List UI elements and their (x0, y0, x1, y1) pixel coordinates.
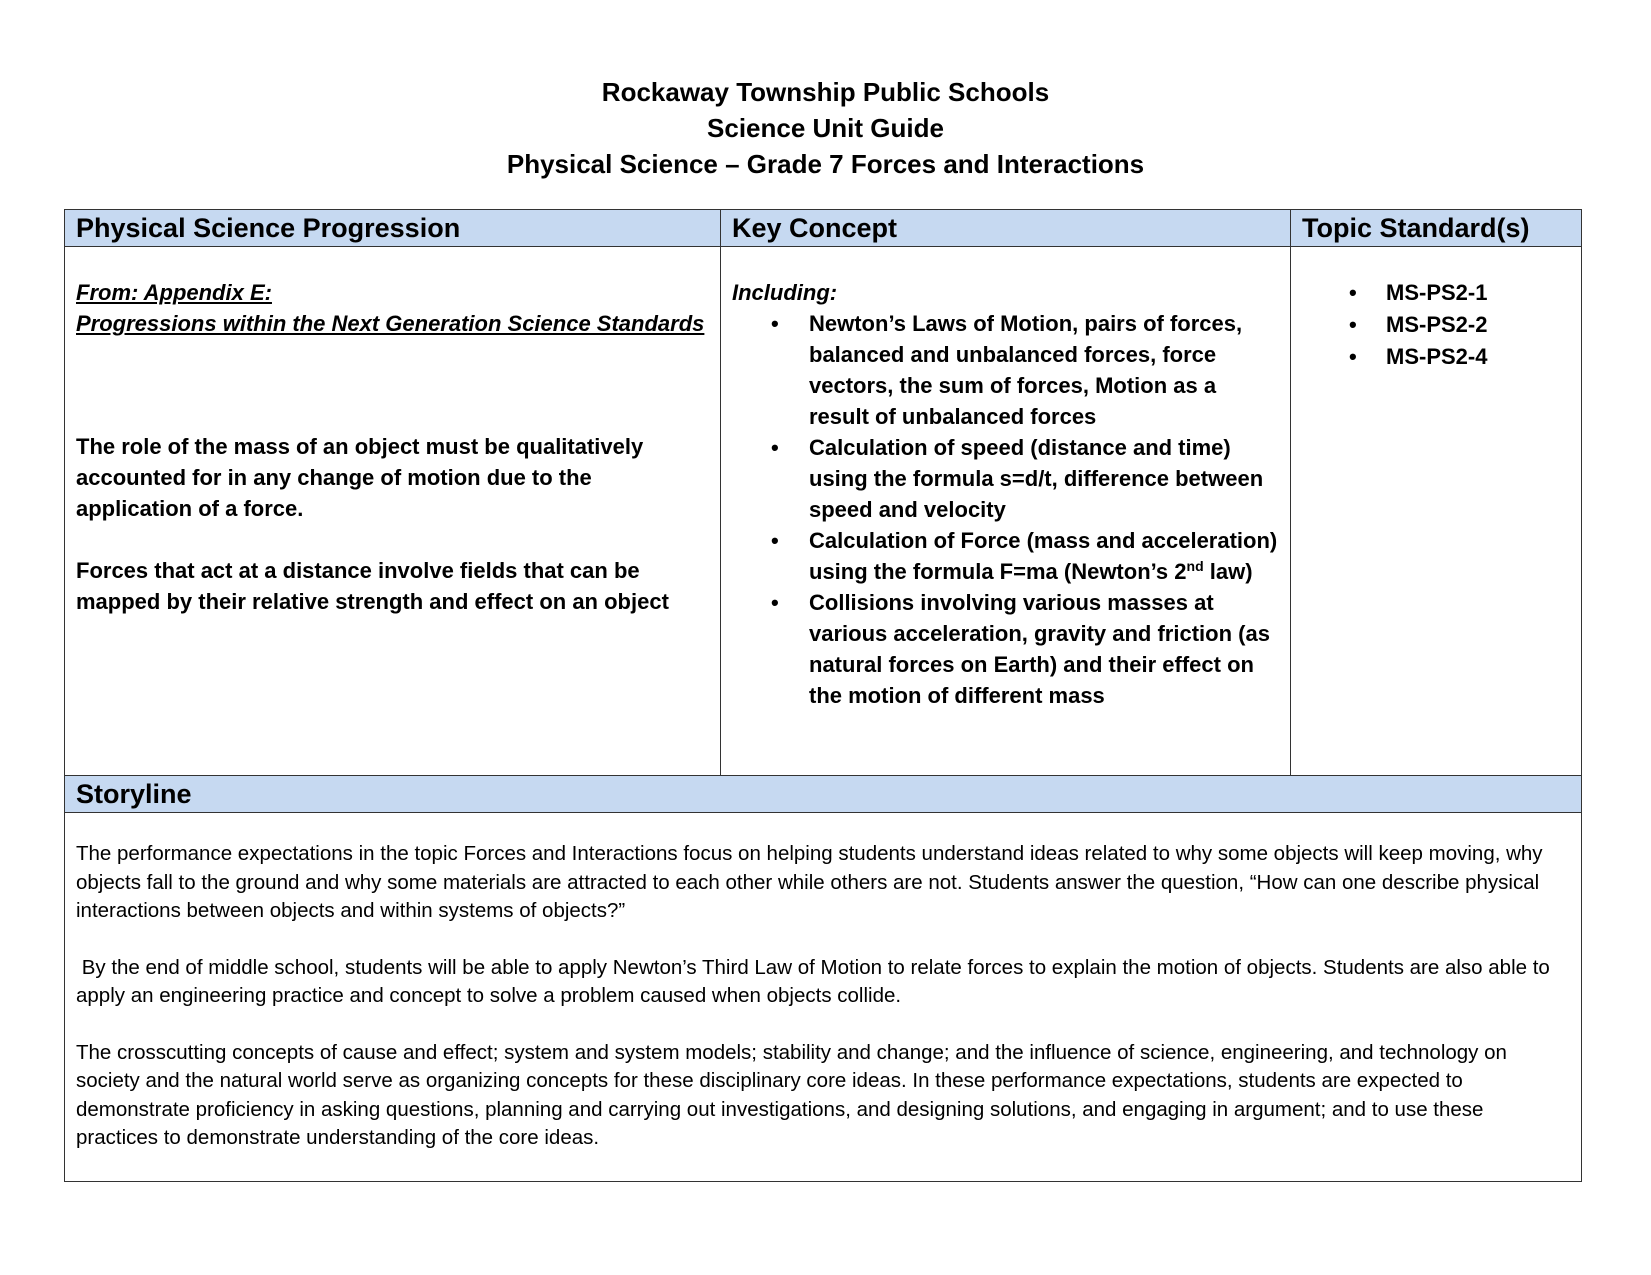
storyline-paragraph: The performance expectations in the topic Forces and Interactions focus on helping students understand ideas related to why some objects will keep moving, why objects fall to the ground and why some materials are attracted to each other while others are not. Students answer the question, “How can one describe physical interactions between objects and within systems of objects?” (76, 842, 1543, 922)
standards-list (1299, 277, 1573, 373)
standard-item: • MS-PS2-1 (1386, 277, 1573, 309)
standard-item: • MS-PS2-2 (1386, 309, 1573, 341)
list-item-text: Calculation of Force (mass and acceleration) using the formula F=ma (Newton’s 2 (809, 528, 1278, 584)
content-row (65, 247, 1582, 776)
superscript: nd (1186, 558, 1204, 574)
topic-standards-header: Topic Standard(s) (1291, 210, 1582, 247)
document-header (0, 74, 1651, 182)
storyline-header-row (65, 776, 1582, 813)
unit-title: Physical Science – Grade 7 Forces and Interactions (506, 149, 1145, 179)
progression-paragraph: The role of the mass of an object must be qualitatively accounted for in any change of motion due to the application of a force. (76, 434, 644, 521)
guide-title: Science Unit Guide (707, 113, 944, 143)
list-item: • Newton’s Laws of Motion, pairs of forces, balanced and unbalanced forces, force vectors, the sum of forces, Motion as a result of unbalanced forces (809, 308, 1282, 432)
key-concept-list (732, 308, 1282, 711)
including-label: Including: (732, 280, 838, 305)
appendix-reference: From: Appendix E: (76, 280, 272, 305)
list-item: • Calculation of speed (distance and time) using the formula s=d/t, difference between speed and velocity (809, 432, 1282, 525)
storyline-header: Storyline (65, 776, 1582, 813)
header-row (65, 210, 1582, 247)
list-item-tail: law) (1203, 559, 1253, 584)
unit-guide-table (64, 209, 1582, 1182)
progression-cell (65, 247, 721, 776)
progression-header: Physical Science Progression (65, 210, 721, 247)
topic-standards-cell (1291, 247, 1582, 776)
storyline-paragraph: By the end of middle school, students will be able to apply Newton’s Third Law of Motion to relate forces to explain the motion of objects. Students are also able to apply an engineering practice and concept to solve a problem caused when objects collide. (76, 955, 1556, 1007)
list-item: • Collisions involving various masses at various acceleration, gravity and friction (as natural forces on Earth) and their effect on the motion of different mass (809, 587, 1282, 711)
key-concept-cell (721, 247, 1291, 776)
progression-paragraph: Forces that act at a distance involve fields that can be mapped by their relative strength and effect on an object (76, 558, 669, 614)
standard-item: • MS-PS2-4 (1386, 341, 1573, 373)
storyline-row (65, 813, 1582, 1182)
storyline-paragraph: The crosscutting concepts of cause and effect; system and system models; stability and change; and the influence of science, engineering, and technology on society and the natural world serve as organizing concepts for these disciplinary core ideas. In these performance expectations, students are expected to demonstrate proficiency in asking questions, planning and carrying out investigations, and designing solutions, and engaging in argument; and to use these practices to demonstrate understanding of the core ideas. (76, 1040, 1507, 1149)
storyline-cell (65, 813, 1582, 1182)
school-name: Rockaway Township Public Schools (601, 77, 1050, 107)
progressions-reference: Progressions within the Next Generation Science Standards (76, 311, 705, 336)
key-concept-header: Key Concept (721, 210, 1291, 247)
list-item (809, 525, 1282, 587)
